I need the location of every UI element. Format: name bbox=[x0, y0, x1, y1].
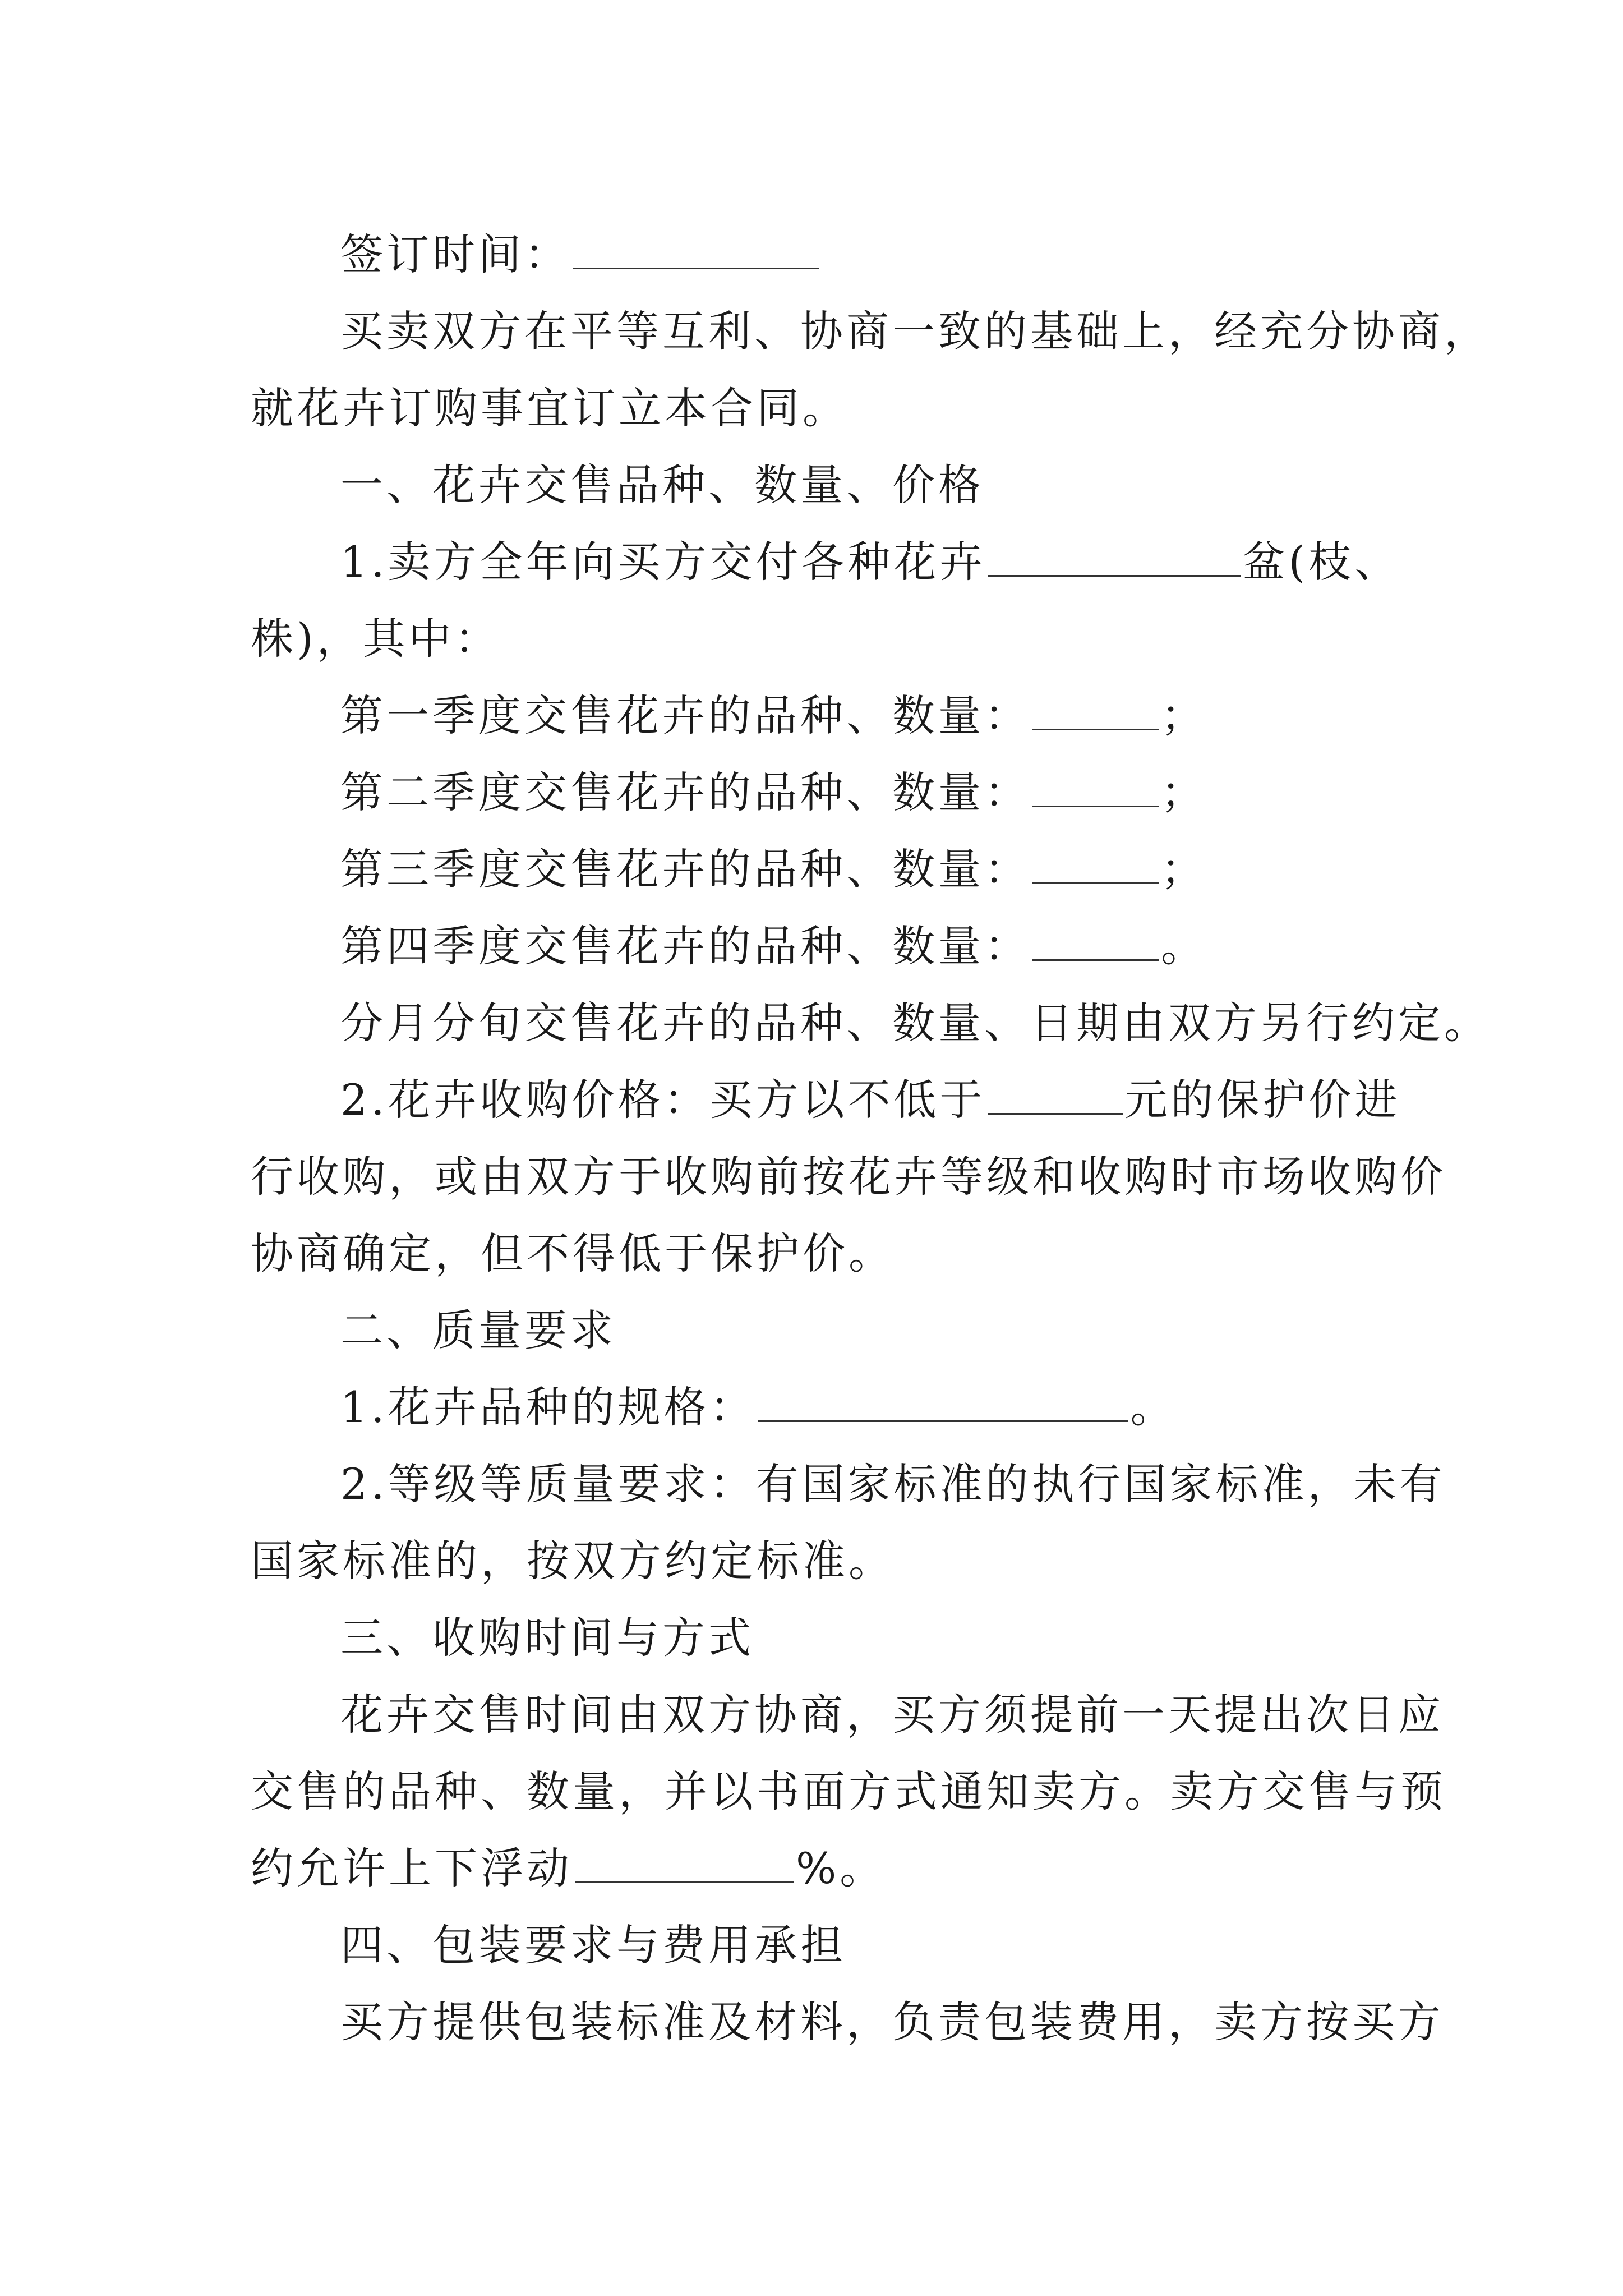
signing-time-label: 签订时间： bbox=[340, 229, 570, 279]
intro-paragraph-line-2: 就花卉订购事宜订立本合同。 bbox=[251, 383, 849, 433]
quarter-1-line bbox=[251, 677, 1395, 754]
section-1-heading: 一、花卉交售品种、数量、价格 bbox=[340, 460, 984, 510]
quarter-3-line bbox=[251, 831, 1395, 908]
fluctuation-blank[interactable] bbox=[575, 1842, 794, 1883]
grade-line-2: 国家标准的，按双方约定标准。 bbox=[251, 1536, 895, 1586]
quarter-2-punct: ； bbox=[1161, 767, 1207, 817]
quarter-3-blank[interactable] bbox=[1032, 843, 1159, 884]
item-2-text-tail: 元的保护价进 bbox=[1124, 1075, 1401, 1125]
quarter-1-blank[interactable] bbox=[1032, 689, 1159, 730]
packaging-line-1: 买方提供包装标准及材料，负责包装费用，卖方按买方 bbox=[340, 1997, 1444, 2047]
signing-time-blank[interactable] bbox=[573, 228, 819, 269]
section-4-heading: 四、包装要求与费用承担 bbox=[340, 1920, 846, 1970]
quarter-2-blank[interactable] bbox=[1032, 766, 1159, 807]
quarter-1-punct: ； bbox=[1161, 691, 1207, 740]
time-line-2: 交售的品种、数量，并以书面方式通知卖方。卖方交售与预 bbox=[251, 1766, 1446, 1816]
item-1-line-2: 株)，其中： bbox=[251, 614, 501, 664]
item-2-line-2: 行收购，或由双方于收购前按花卉等级和收购时市场收购价 bbox=[251, 1152, 1446, 1202]
quarter-4-line bbox=[251, 908, 1395, 984]
grade-line-1: 2.等级等质量要求：有国家标准的执行国家标准，未有 bbox=[340, 1459, 1446, 1509]
item-2-line-3: 协商确定，但不得低于保护价。 bbox=[251, 1228, 895, 1278]
annual-total-blank[interactable] bbox=[988, 536, 1241, 577]
section-2-heading: 二、质量要求 bbox=[340, 1305, 616, 1355]
spec-blank[interactable] bbox=[758, 1381, 1128, 1422]
item-1-unit: 盆(枝、 bbox=[1242, 537, 1401, 587]
quarter-4-label: 第四季度交售花卉的品种、数量： bbox=[340, 921, 1030, 971]
quarter-4-punct: 。 bbox=[1161, 921, 1207, 971]
section-3-heading: 三、收购时间与方式 bbox=[340, 1613, 754, 1663]
monthly-schedule-line: 分月分旬交售花卉的品种、数量、日期由双方另行约定。 bbox=[340, 998, 1490, 1048]
quarter-3-label: 第三季度交售花卉的品种、数量： bbox=[340, 844, 1030, 894]
fluctuation-label: 约允许上下浮动 bbox=[251, 1843, 573, 1893]
quarter-2-line bbox=[251, 754, 1395, 831]
intro-paragraph-line-1: 买卖双方在平等互利、协商一致的基础上，经充分协商， bbox=[340, 306, 1490, 356]
time-line-3 bbox=[251, 1830, 1395, 1907]
item-2-text: 2.花卉收购价格：买方以不低于 bbox=[340, 1075, 986, 1125]
signing-time-line bbox=[251, 216, 1395, 293]
fluctuation-percent: %。 bbox=[796, 1843, 886, 1893]
protection-price-blank[interactable] bbox=[988, 1074, 1123, 1115]
quarter-1-label: 第一季度交售花卉的品种、数量： bbox=[340, 691, 1030, 740]
quarter-4-blank[interactable] bbox=[1032, 920, 1159, 961]
item-2-line-1 bbox=[251, 1061, 1401, 1138]
item-1-text: 1.卖方全年向买方交付各种花卉 bbox=[340, 537, 986, 587]
spec-label: 1.花卉品种的规格： bbox=[340, 1382, 756, 1432]
item-1-line-1 bbox=[251, 523, 1401, 600]
quarter-2-label: 第二季度交售花卉的品种、数量： bbox=[340, 767, 1030, 817]
spec-punct: 。 bbox=[1130, 1382, 1177, 1432]
time-line-1: 花卉交售时间由双方协商，买方须提前一天提出次日应 bbox=[340, 1690, 1444, 1740]
quarter-3-punct: ； bbox=[1161, 844, 1207, 894]
spec-line bbox=[251, 1369, 1395, 1446]
contract-body bbox=[251, 216, 1490, 2060]
